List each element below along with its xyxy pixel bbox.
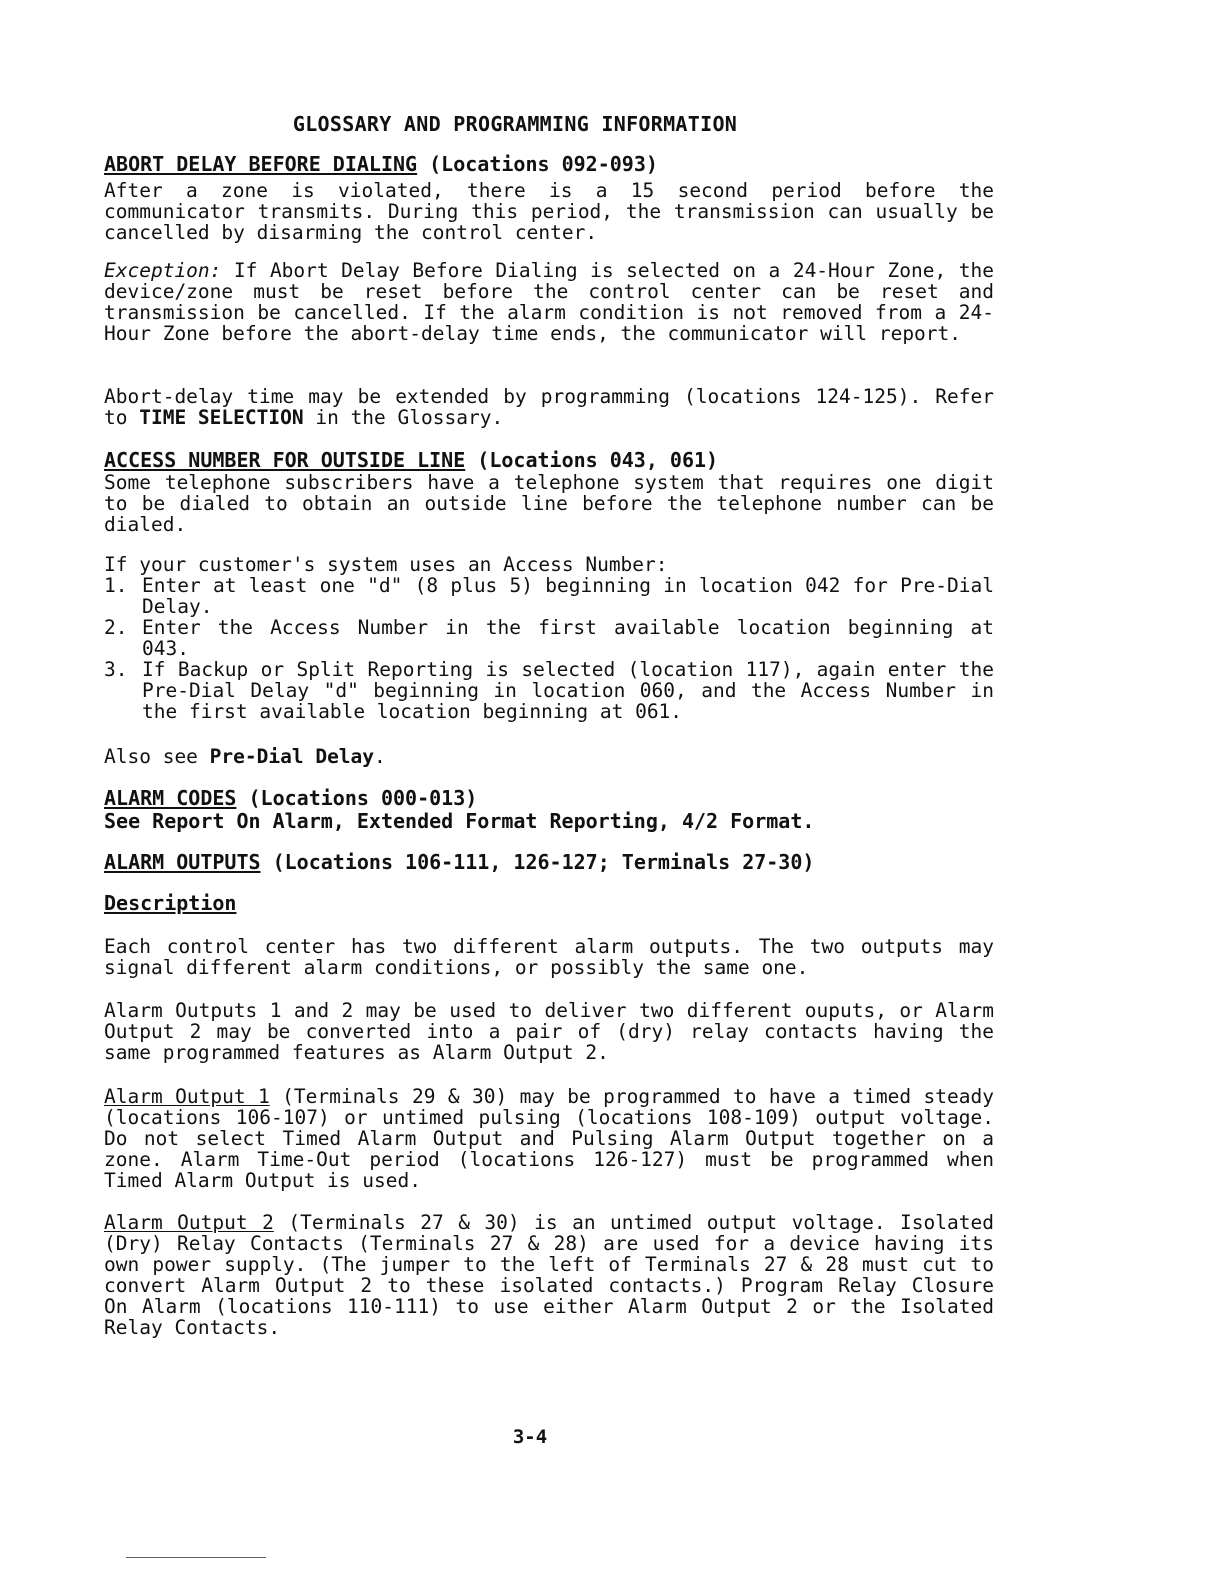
alarm-outputs-paragraph-2: Alarm Outputs 1 and 2 may be used to deliver two different ouputs, or Alarm Output 2 may be converted into a pair of (dry) relay contacts having the same programmed features as Alarm Output 2. bbox=[104, 999, 994, 1064]
alarm-codes-heading bbox=[104, 788, 994, 809]
step-number: 3. bbox=[104, 658, 128, 681]
abort-delay-paragraph: After a zone is violated, there is a 15 second period before the communicator transmits. During this period, the transmission can usually be cancelled by disarming the control center. bbox=[104, 179, 994, 244]
time-selection-ref: TIME SELECTION bbox=[139, 406, 304, 429]
alarm-outputs-paragraph-1: Each control center has two different alarm outputs. The two outputs may signal different alarm conditions, or possibly the same one. bbox=[104, 935, 994, 979]
access-number-paragraph: Some telephone subscribers have a telephone system that requires one digit to be dialed to obtain an outside line before the telephone number can be dialed. bbox=[104, 471, 994, 536]
pre-dial-delay-ref: Pre-Dial Delay bbox=[209, 745, 375, 768]
alarm-output-2-paragraph bbox=[104, 1212, 994, 1338]
alarm-output-1-label: Alarm Output 1 bbox=[104, 1085, 270, 1108]
alarm-output-2-text: (Terminals 27 & 30) is an untimed output voltage. Isolated (Dry) Relay Contacts (Terminals 27 & 28) are used for a device having its own power supply. (The jumper to the left of Terminals 27 & 28 must cut to convert Alarm Output 2 to these isolated contacts.) Program Relay Closure On Alarm (locations 110-111) to use either Alarm Output 2 or the Isolated Relay Contacts. bbox=[104, 1211, 994, 1339]
alarm-output-1-paragraph bbox=[104, 1086, 994, 1191]
alarm-output-2-label: Alarm Output 2 bbox=[104, 1211, 274, 1234]
alarm-codes-title: ALARM CODES bbox=[104, 786, 237, 810]
abort-delay-exception bbox=[104, 260, 994, 344]
also-see-text: Also see bbox=[104, 745, 210, 768]
page-number: 3-4 bbox=[512, 1426, 548, 1448]
exception-label: Exception: bbox=[104, 259, 222, 282]
access-number-steps bbox=[104, 575, 994, 722]
step-text: Enter at least one "d" (8 plus 5) beginning in location 042 for Pre-Dial Delay. bbox=[142, 574, 994, 618]
step-text: Enter the Access Number in the first available location beginning at 043. bbox=[142, 616, 994, 660]
abort-delay-locations: (Locations 092-093) bbox=[417, 152, 658, 176]
abort-delay-extend-paragraph bbox=[104, 386, 994, 428]
access-number-heading bbox=[104, 450, 994, 471]
scan-artifact-line bbox=[126, 1557, 266, 1558]
alarm-codes-locations: (Locations 000-013) bbox=[236, 786, 478, 810]
alarm-outputs-locations: (Locations 106-111, 126-127; Terminals 27-30) bbox=[260, 850, 815, 874]
list-item bbox=[104, 617, 994, 659]
exception-text: If Abort Delay Before Dialing is selected on a 24-Hour Zone, the device/zone must be reset before the control center can be reset and transmission be cancelled. If the alarm condition is not removed from a 24-Hour Zone before the abort-delay time ends, the communicator will report. bbox=[104, 259, 994, 345]
access-number-locations: (Locations 043, 061) bbox=[465, 448, 719, 472]
alarm-outputs-heading bbox=[104, 852, 994, 873]
access-number-intro: If your customer's system uses an Access Number: bbox=[104, 553, 668, 576]
access-number-also-see bbox=[104, 746, 994, 767]
access-number-title: ACCESS NUMBER FOR OUTSIDE LINE bbox=[104, 448, 466, 472]
description-heading: Description bbox=[104, 891, 237, 915]
abort-extend-tail: in the Glossary. bbox=[303, 406, 504, 429]
step-number: 2. bbox=[104, 616, 128, 639]
alarm-outputs-title: ALARM OUTPUTS bbox=[104, 850, 261, 874]
alarm-codes-see: See Report On Alarm, Extended Format Reporting, 4/2 Format. bbox=[104, 809, 815, 833]
list-item bbox=[104, 659, 994, 722]
step-number: 1. bbox=[104, 574, 128, 597]
list-item bbox=[104, 575, 994, 617]
alarm-output-1-text: (Terminals 29 & 30) may be programmed to have a timed steady (locations 106-107) or untimed pulsing (locations 108-109) output voltage. Do not select Timed Alarm Output and Pulsing Alarm Output together on a zone. Alarm Time-Out period (locations 126-127) must be programmed when Timed Alarm Output is used. bbox=[104, 1085, 994, 1192]
also-see-tail: . bbox=[374, 745, 386, 768]
page-title: GLOSSARY AND PROGRAMMING INFORMATION bbox=[292, 112, 738, 136]
abort-delay-heading bbox=[104, 154, 994, 175]
abort-extend-text: Abort-delay time may be extended by programming (locations 124-125). Refer to bbox=[104, 385, 994, 429]
abort-delay-title: ABORT DELAY BEFORE DIALING bbox=[104, 152, 418, 176]
step-text: If Backup or Split Reporting is selected (location 117), again enter the Pre-Dial Delay "d" beginning in location 060, and the Access Number in the first available location beginning at 061. bbox=[142, 658, 994, 723]
